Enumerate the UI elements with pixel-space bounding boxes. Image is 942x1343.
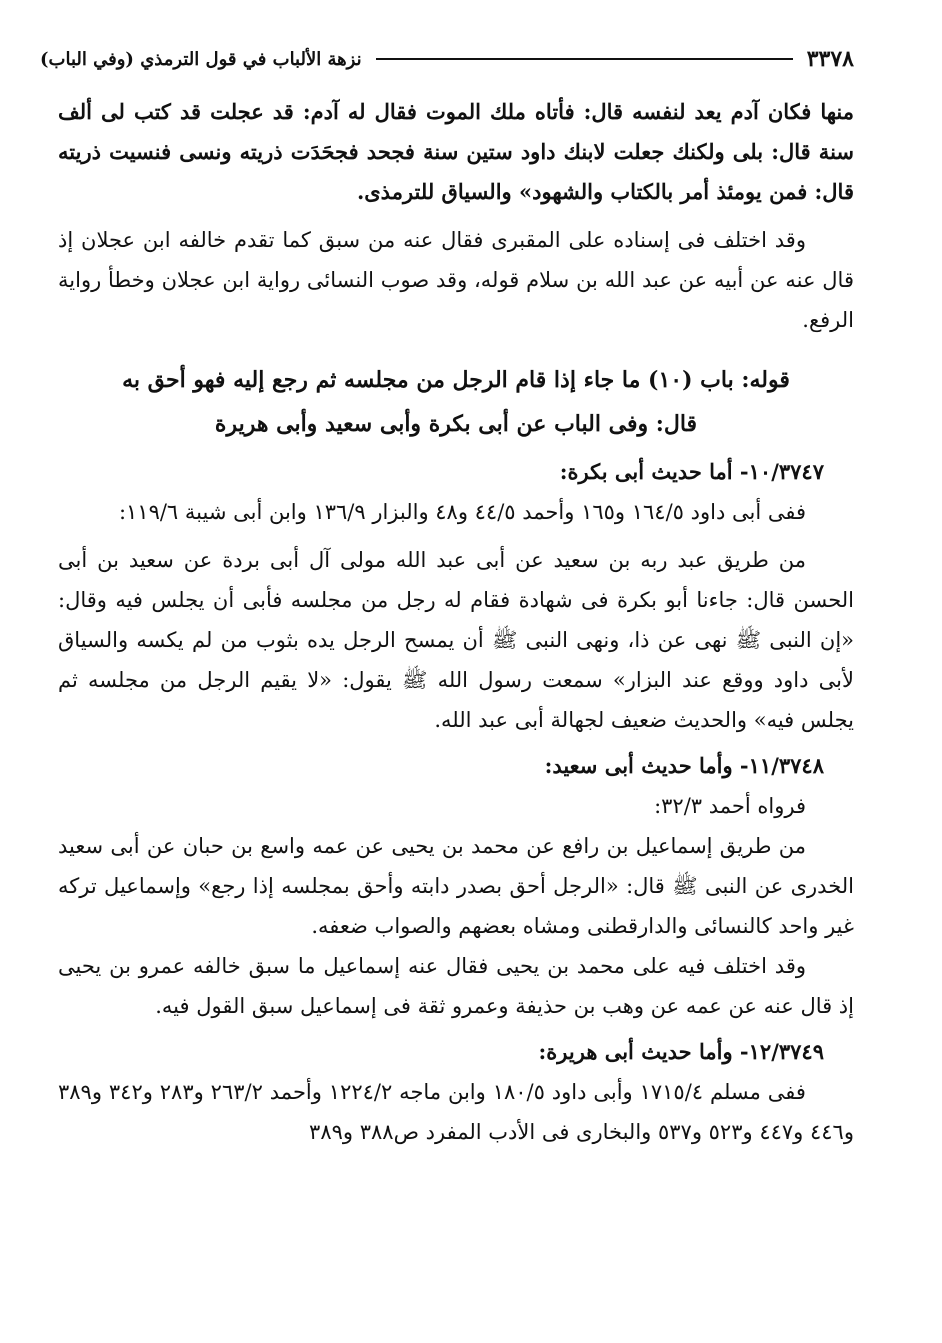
running-title: نزهة الألباب في قول الترمذي (وفي الباب) (40, 48, 362, 70)
paragraph-isnad-discussion: وقد اختلف فى إسناده على المقبرى فقال عنه من سبق كما تقدم خالفه ابن عجلان إذ قال عنه عن أبيه عن عبد الله بن سلام قوله، وقد صوب النسائى رواية ابن عجلان وخطأ رواية الرفع. (58, 228, 854, 332)
references-abu-said: فرواه أحمد ٣٢/٣: (654, 794, 806, 818)
chapter-title: قوله: باب (١٠) ما جاء إذا قام الرجل من مجلسه ثم رجع إليه فهو أحق به (122, 367, 790, 393)
references-abu-bakra: ففى أبى داود ١٦٤/٥ و١٦٥ وأحمد ٤٤/٥ و٤٨ والبزار ١٣٦/٩ وابن أبى شيبة ١١٩/٦: (118, 500, 806, 524)
header-rule (376, 58, 793, 60)
page-number: ٣٣٧٨ (806, 46, 854, 72)
section-title-abu-hurayra: ١٢/٣٧٤٩- وأما حديث أبى هريرة: (538, 1039, 824, 1064)
references-abu-hurayra: ففى مسلم ١٧١٥/٤ وأبى داود ١٨٠/٥ وابن ماجه ١٢٢٤/٢ وأحمد ٢٦٣/٢ و٢٨٣ و٣٤٢ و٣٨٩ و٤٤٦ و٤٤٧ و٥٢٣ و٥٣٧ والبخارى فى الأدب المفرد ص٣٨٨ و٣٨٩ (58, 1080, 854, 1144)
section-title-abu-said: ١١/٣٧٤٨- وأما حديث أبى سعيد: (544, 753, 824, 778)
text-abu-said: من طريق إسماعيل بن رافع عن محمد بن يحيى عن عمه واسع بن حبان عن أبى سعيد الخدرى عن النبى ﷺ قال: «الرجل أحق بصدر دابته وأحق بمجلسه إذا رجع» وإسماعيل تركه غير واحد كالنسائى والدارقطنى ومشاه بعضهم والصواب ضعفه. (58, 834, 854, 938)
text-abu-bakra: من طريق عبد ربه بن سعيد عن أبى عبد الله مولى آل أبى بردة عن سعيد بن أبى الحسن قال: جاءنا أبو بكرة فى شهادة فقام له رجل من مجلسه فأبى أن يجلس فيه وقال: «إن النبى ﷺ نهى عن ذا، ونهى النبى ﷺ أن يمسح الرجل يده بثوب من لم يكسه والسياق لأبى داود ووقع عند البزار» سمعت رسول الله ﷺ يقول: «لا يقيم الرجل من مجلسه ثم يجلس فيه» والحديث ضعيف لجهالة أبى عبد الله. (58, 548, 854, 732)
chapter-heading (58, 358, 854, 446)
paragraph-hadith-continuation: منها فكان آدم يعد لنفسه قال: فأتاه ملك الموت فقال له آدم: قد عجلت قد كتب لى ألف سنة قال: بلى ولكنك جعلت لابنك داود ستين سنة فجحد فجحَدَت ذريته ونسى فنسيت ذريته قال: فمن يومئذ أمر بالكتاب والشهود» والسياق للترمذى. (58, 99, 854, 204)
page-body (58, 92, 854, 1152)
chapter-subtitle: قال: وفى الباب عن أبى بكرة وأبى سعيد وأبى هريرة (214, 411, 698, 437)
note-abu-said: وقد اختلف فيه على محمد بن يحيى فقال عنه إسماعيل ما سبق خالفه عمرو بن يحيى إذ قال عنه عن عمه عن وهب بن حذيفة وعمرو ثقة فى إسماعيل سبق القول فيه. (58, 954, 854, 1018)
page-header (40, 42, 854, 76)
section-title-abu-bakra: ١٠/٣٧٤٧- أما حديث أبى بكرة: (559, 459, 824, 484)
